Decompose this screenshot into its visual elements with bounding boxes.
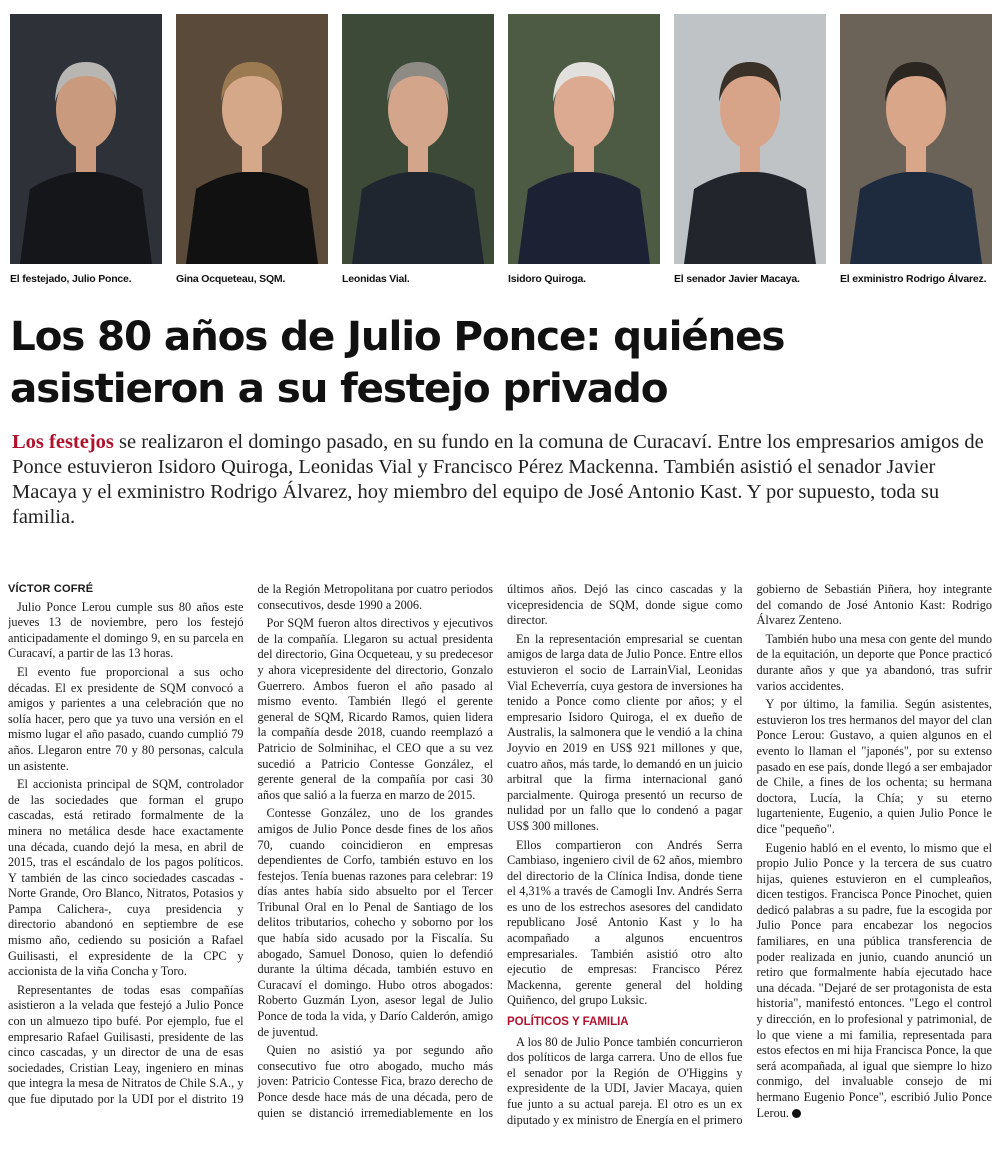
suit-shape <box>518 172 650 265</box>
photo-isidoro-quiroga <box>508 14 660 285</box>
byline: VÍCTOR COFRÉ <box>8 583 94 595</box>
suit-shape <box>20 172 152 265</box>
article-paragraph: El accionista principal de SQM, controlador de las sociedades que forman el grupo cascadas, está retirado formalmente de la minera no metálica desde hace exactamente una década, cuando dejó la mesa, en abril de 2015, tras el escándalo de los pagos políticos. Y también de las cinco sociedades cascadas -Norte Grande, Oro Blanco, Nitratos, Potasios y Pampa Calichera-, cuya presidencia y directorio abandonó en septiembre de ese mismo año, cediendo su posición a Rafael Guilisasti, el expresidente de la CPC y accionista de la viña Concha y Toro. <box>8 777 244 979</box>
section-subhead: POLÍTICOS Y FAMILIA <box>507 1016 629 1029</box>
photo-gina-ocqueteau <box>176 14 328 285</box>
article-body <box>8 582 992 1167</box>
article-paragraph: Por SQM fueron altos directivos y ejecutivos de la compañía. Llegaron su actual presidenta del directorio, Gina Ocqueteau, y su predecesor y ahora vicepresidente del directorio, Gonzalo Guerrero. Ambos fueron el año pasado al mismo evento. También llegó el gerente general de SQM, Ricardo Ramos, quien lidera la compañía desde 2018, cuando reemplazó a Patricio de Solminihac, el CEO que a su vez sucedió a Patricio Contesse González, el gerente general de la compañía por casi 30 años que salió a la fuerza en marzo de 2015. <box>257 616 493 802</box>
article-paragraph: El evento fue proporcional a sus ocho décadas. El ex presidente de SQM convocó a amigos y parientes a una celebración que no solía hacer, pero que ya tuvo una versión en el mismo lugar el año pasado, cuando cumplió 79 años. Llegaron entre 70 y 80 personas, calcula un asistente. <box>8 664 244 773</box>
portrait-illustration <box>508 14 660 264</box>
suit-shape <box>186 172 318 265</box>
suit-shape <box>850 172 982 265</box>
portrait-image <box>176 14 328 264</box>
photo-julio-ponce <box>10 14 162 285</box>
lede-kicker: Los festejos <box>12 431 114 453</box>
photo-caption: Gina Ocqueteau, SQM. <box>176 273 286 285</box>
article-paragraph: También hubo una mesa con gente del mundo de la equitación, un deporte que Ponce practicó durante años y que ya abandonó, tras sufrir varios accidentes. <box>756 631 992 693</box>
end-mark-icon: P <box>792 1109 801 1118</box>
article-paragraph: Y por último, la familia. Según asistentes, estuvieron los tres hermanos del mayor del clan Ponce Lerou: Gustavo, a quien algunos en el evento lo llaman el "japonés", por su extenso pasado en ese país, donde llegó a ser embajador de Chile, a fines de los ochenta; su hermana doctora, Lucía, la Chía; y su eterno lugarteniente, Eugenio, a quien Julio Ponce le dice "pequeño". <box>756 697 992 836</box>
portrait-illustration <box>342 14 494 264</box>
portrait-image <box>508 14 660 264</box>
article-paragraph: Representantes de todas esas compañías asistieron a la velada que festejó a Julio Ponce con un almuezo tipo bufé. Por ejemplo, fue el empresario Rafael Guilisasti, presidente de las cinco cascadas, y un director de una de esas sociedades, Cristian Leay, ingeniero en minas que integra la mesa de Nitratos de Chile S.A., y que fue diputado por la UDI por el distrito 19 de la Región Metropolitana por cuatro periodos consecutivos, desde 1990 a 2006. <box>8 582 493 1106</box>
article-paragraph: En la representación empresarial se cuentan amigos de larga data de Julio Ponce. Entre ellos estuvieron el socio de LarrainVial, Leonidas Vial Echeverría, cuya gestora de inversiones ha tenido a Ponce como cliente por años; y el empresario Isidoro Quiroga, el ex dueño de Australis, la salmonera que le vendió a la china Joyvio en 2019 en US$ 921 millones y que, cuatro años, más tarde, lo demandó en un juicio arbitral que la firma internacional ganó parcialmente. Quiroga presentó un recurso de nulidad por un fallo que lo condenó a pagar US$ 300 millones. <box>507 631 743 833</box>
lede-text: se realizaron el domingo pasado, en su fundo en la comuna de Curacaví. Entre los empresarios amigos de Ponce estuvieron Isidoro Quiroga, Leonidas Vial y Francisco Pérez Mackenna. También asistió el senador Javier Macaya y el exministro Rodrigo Álvarez, hoy miembro del equipo de José Antonio Kast. Y por supuesto, toda su familia. <box>12 431 984 528</box>
portrait-illustration <box>840 14 992 264</box>
photo-caption: Leonidas Vial. <box>342 273 410 285</box>
portrait-image <box>840 14 992 264</box>
photo-leonidas-vial <box>342 14 494 285</box>
photo-caption: El exministro Rodrigo Álvarez. <box>840 273 987 285</box>
portrait-image <box>342 14 494 264</box>
article-paragraph: Ellos compartieron con Andrés Serra Cambiaso, ingeniero civil de 62 años, miembro del directorio de la Clínica Indisa, donde tiene el 4,31% a través de Camogli Inv. Andrés Serra es uno de los estrechos asesores del candidato republicano José Antonio Kast y lo ha acompañado a algunos encuentros empresariales. También asistió otro alto ejecutio de empresas: Francisco Pérez Mackenna, gerente general del holding Quiñenco, del grupo Luksic. <box>507 837 743 1008</box>
portrait-illustration <box>176 14 328 264</box>
suit-shape <box>352 172 484 265</box>
article-paragraph: Julio Ponce Lerou cumple sus 80 años este jueves 13 de noviembre, pero los festejó anticipadamente el domingo 9, en su parcela en Curacaví, a partir de las 13 horas. <box>8 599 244 661</box>
article-paragraph: Quien no asistió ya por segundo año consecutivo fue otro abogado, mucho más joven: Patricio Contesse Fica, brazo derecho de Ponce desde hace más de una década, pero de quien se distanció irremediablemente en los últimos años. Dejó las cinco cascadas y la vicepresidencia de SQM, donde sigue como director. <box>257 582 743 1120</box>
article-paragraph: A los 80 de Julio Ponce también concurrieron dos políticos de larga carrera. Uno de ellos fue el senador por la Región de O'Higgins y expresidente de la UDI, Javier Macaya, quien fue junto a su actual pareja. El otro es un ex diputado y ex ministro de Energía en el primero gobierno de Sebastián Piñera, hoy integrante del comando de José Antonio Kast: Rodrigo Álvarez Zenteno. <box>507 582 992 1127</box>
photo-caption: El senador Javier Macaya. <box>674 273 800 285</box>
article-paragraph: Contesse González, uno de los grandes amigos de Julio Ponce desde fines de los años 70, cuando coincidieron en empresas dependientes de Corfo, también estuvo en los festejos. Tenía buenas razones para celebrar: 19 días antes había sido absuelto por el Tercer Tribunal Oral en lo Penal de Santiago de los delitos tributarios, cohecho y soborno por los que había sido acusado por la Fiscalía. Su abogado, Samuel Donoso, quien lo defendió durante la última década, también estuvo en Curacaví el domingo. Hubo otros abogados: Roberto Guzmán Lyon, asesor legal de Julio Ponce de toda la vida, y Darío Calderón, amigo de juventud. <box>257 806 493 1039</box>
photo-caption: Isidoro Quiroga. <box>508 273 586 285</box>
article-paragraph: Eugenio habló en el evento, lo mismo que el propio Julio Ponce y la tercera de sus cuatro hijas, quienes estuvieron en el cumpleaños, dicen testigos. Francisca Ponce Pinochet, quien dedicó palabras a su padre, fue la escogida por Julio Ponce para encabezar los negocios familiares, en una pública transferencia de poder realizada en junio, cuando anunció un retiro que formalmente había ejecutado hace una década. "Dejaré de ser protagonista de esta historia", manifestó entonces. "Lego el control y dirección, en lo profesional y patrimonial, de lo que viene a mi familia, representada para estos efectos en mi hija Francisca Ponce, la que será acompañada, al igual que siempre lo hizo conmigo, del invaluable consejo de mi hermano Eugenio Ponce", escribió Julio Ponce Lerou. P <box>756 840 992 1120</box>
photo-strip <box>10 14 992 304</box>
photo-caption: El festejado, Julio Ponce. <box>10 273 132 285</box>
portrait-image <box>10 14 162 264</box>
lede <box>12 430 988 530</box>
portrait-image <box>674 14 826 264</box>
portrait-illustration <box>674 14 826 264</box>
portrait-illustration <box>10 14 162 264</box>
headline: Los 80 años de Julio Ponce: quiénes asistieron a su festejo privado <box>10 312 785 412</box>
photo-rodrigo-alvarez <box>840 14 992 285</box>
suit-shape <box>684 172 816 265</box>
photo-javier-macaya <box>674 14 826 285</box>
